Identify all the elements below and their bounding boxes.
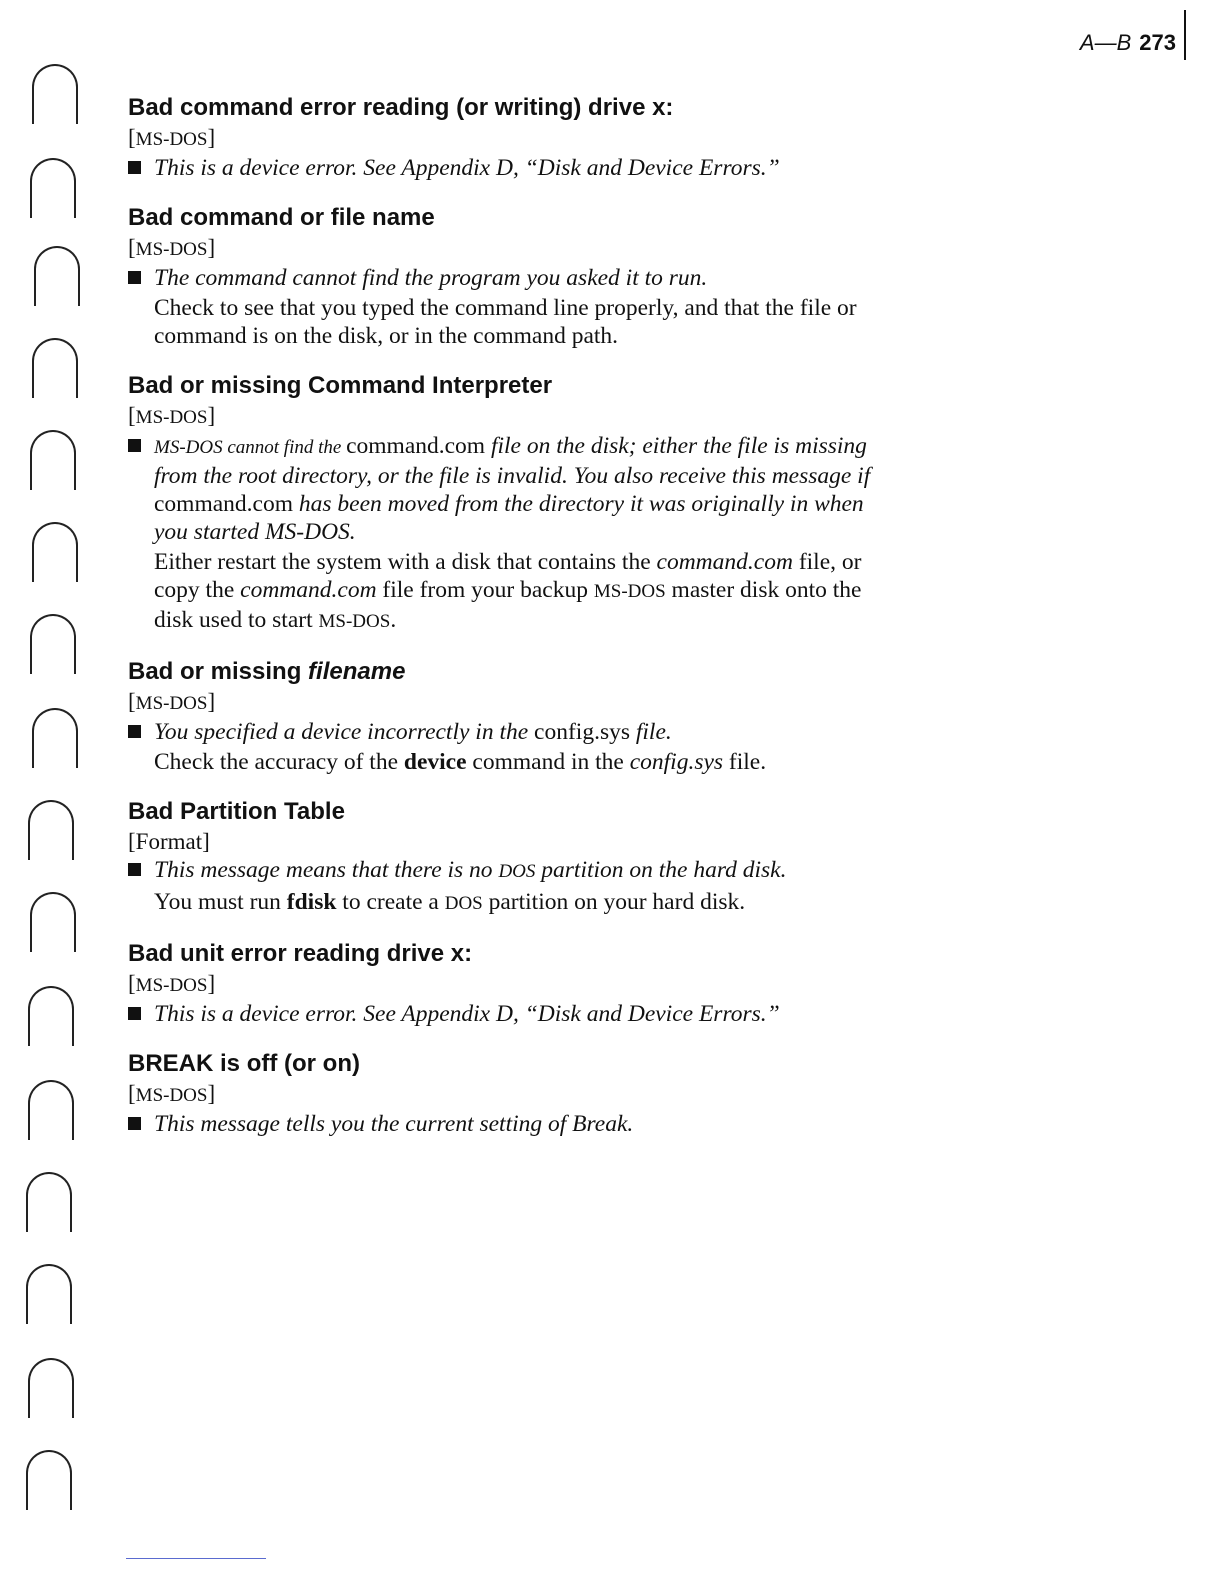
message-entry (128, 938, 878, 1028)
message-description: MS-DOS cannot find the command.com file on the disk; either the file is missing from the root directory, or the file is invalid. You also receive this message if command.com has been moved from the directory it was originally in when you started MS-DOS. (154, 433, 871, 545)
binder-hole-icon (26, 1264, 72, 1324)
message-source: [MS-DOS] (128, 1081, 216, 1106)
page-number: 273 (1139, 30, 1176, 55)
binder-hole-icon (32, 64, 78, 124)
bullet-icon (128, 1117, 141, 1130)
header-rule (1184, 10, 1186, 60)
bullet-icon (128, 439, 141, 452)
message-body (128, 264, 878, 350)
message-description: This message means that there is no DOS partition on the hard disk. (154, 857, 787, 883)
message-entry (128, 370, 878, 636)
message-title: Bad command error reading (or writing) drive x: (128, 94, 674, 121)
message-action: You must run fdisk to create a DOS partition on your hard disk. (154, 889, 746, 915)
binder-hole-icon (32, 708, 78, 768)
message-source: [MS-DOS] (128, 971, 216, 996)
message-entry (128, 656, 878, 776)
bullet-icon (128, 725, 141, 738)
binder-hole-icon (30, 430, 76, 490)
message-body (128, 154, 878, 182)
message-body (128, 1000, 878, 1028)
message-body (128, 1110, 878, 1138)
message-action: Either restart the system with a disk that contains the command.com file, or copy the command.com file from your backup MS-DOS master disk onto the disk used to start MS-DOS. (154, 549, 862, 633)
message-description: You specified a device incorrectly in the config.sys file. (154, 719, 672, 745)
message-entry (128, 796, 878, 918)
page-header (1080, 30, 1176, 56)
bullet-icon (128, 1007, 141, 1020)
binder-hole-icon (32, 522, 78, 582)
message-title: Bad command or file name (128, 204, 435, 231)
binder-hole-icon (30, 614, 76, 674)
message-description: The command cannot find the program you asked it to run. (154, 265, 708, 291)
message-entry (128, 1048, 878, 1138)
binder-hole-icon (26, 1450, 72, 1510)
message-title: BREAK is off (or on) (128, 1050, 360, 1077)
message-title: Bad unit error reading drive x: (128, 940, 473, 967)
message-description: This is a device error. See Appendix D, “Disk and Device Errors.” (154, 155, 780, 181)
binder-hole-icon (30, 158, 76, 218)
message-entry (128, 92, 878, 182)
message-source: [Format] (128, 829, 210, 854)
binder-hole-icon (30, 892, 76, 952)
binder-hole-icon (32, 338, 78, 398)
message-title: Bad or missing Command Interpreter (128, 372, 553, 399)
message-list (128, 92, 878, 1158)
binder-hole-icon (28, 986, 74, 1046)
message-source: [MS-DOS] (128, 689, 216, 714)
bullet-icon (128, 863, 141, 876)
message-body (128, 856, 878, 918)
message-description: This message tells you the current setting of Break. (154, 1111, 634, 1137)
binder-holes (22, 0, 92, 1584)
message-source: [MS-DOS] (128, 235, 216, 260)
message-entry (128, 202, 878, 350)
section-label: A—B (1079, 30, 1132, 55)
message-action: Check the accuracy of the device command in the config.sys file. (154, 749, 767, 775)
message-body (128, 432, 878, 636)
message-title: Bad Partition Table (128, 798, 345, 825)
binder-hole-icon (26, 1172, 72, 1232)
footer-rule (126, 1558, 266, 1559)
message-title: Bad or missing filename (128, 658, 406, 685)
message-action: Check to see that you typed the command line properly, and that the file or command is on the disk, or in the command path. (154, 295, 857, 349)
binder-hole-icon (28, 1358, 74, 1418)
message-description: This is a device error. See Appendix D, “Disk and Device Errors.” (154, 1001, 780, 1027)
bullet-icon (128, 271, 141, 284)
binder-hole-icon (28, 800, 74, 860)
binder-hole-icon (34, 246, 80, 306)
message-source: [MS-DOS] (128, 403, 216, 428)
bullet-icon (128, 161, 141, 174)
message-body (128, 718, 878, 776)
binder-hole-icon (28, 1080, 74, 1140)
message-source: [MS-DOS] (128, 125, 216, 150)
